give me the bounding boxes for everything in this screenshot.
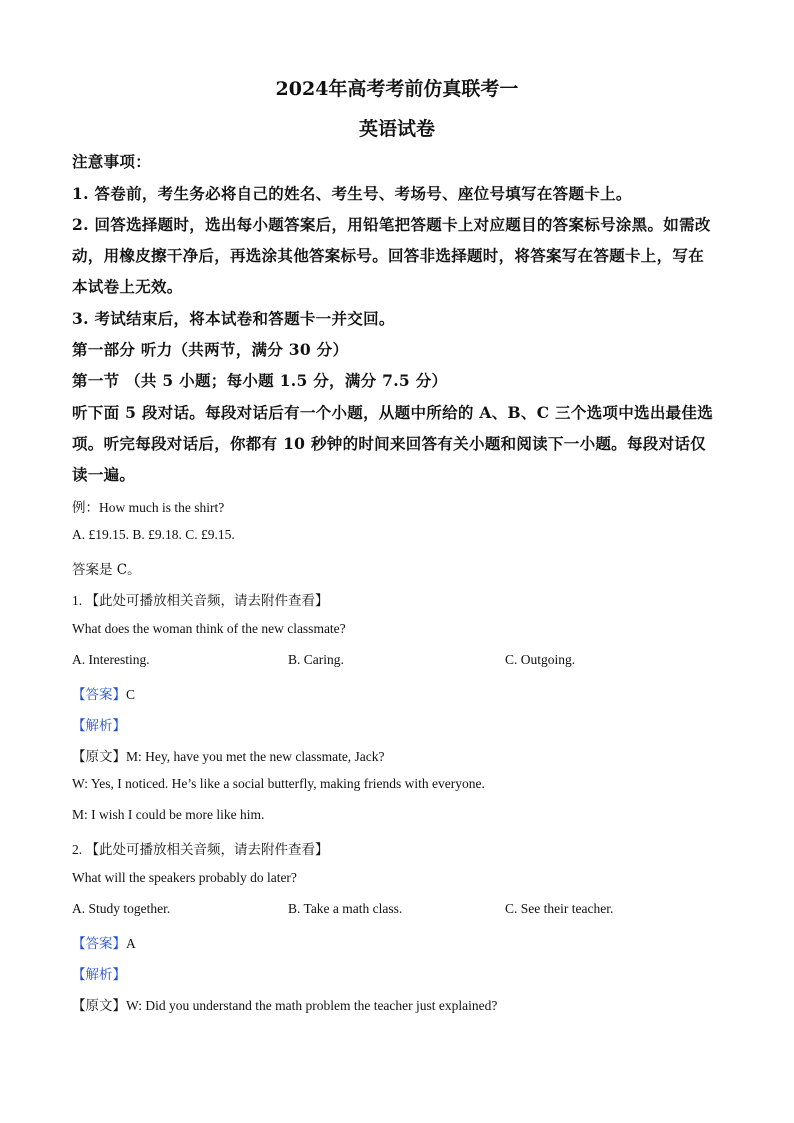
example-question [72,496,224,516]
question-2-transcript-1: 【原文】W: Did you understand the math problem the teacher just explained? [72,998,498,1014]
section1-heading: 第一节 （共 5 小题；每小题 1.5 分，满分 7.5 分） [72,371,448,390]
instructions-line-1: 听下面 5 段对话。每段对话后有一个小题，从题中所给的 A、B、C 三个选项中选出最佳选 [72,403,714,422]
audio-placeholder: 【此处可播放相关音频，请去附件查看】 [85,593,329,609]
analysis-label: 【解析】 [72,967,126,983]
question-2-number: 2. [72,842,83,857]
example-question-text: How much is the shirt? [99,500,225,515]
answer-value: C [126,687,136,702]
question-2-analysis [72,963,126,983]
question-2-text: What will the speakers probably do later? [72,870,297,885]
instructions-line-2: 项。听完每段对话后，你都有 10 秒钟的时间来回答有关小题和阅读下一小题。每段对话仅 [72,434,706,453]
note-item-3: 3. 考试结束后，将本试卷和答题卡一并交回。 [72,309,395,328]
notes-heading: 注意事项： [72,152,152,171]
exam-title: 2024年高考考前仿真联考一 [275,78,519,100]
question-1-transcript-2: W: Yes, I noticed. He’s like a social butterfly, making friends with everyone. [72,776,485,791]
question-1-transcript-1: 【原文】M: Hey, have you met the new classmate, Jack? [72,749,385,765]
note-item-1: 1. 答卷前，考生务必将自己的姓名、考生号、考场号、座位号填写在答题卡上。 [72,184,632,203]
example-tag: 例： [72,500,99,516]
question-1-audio [72,589,329,609]
question-1-text: What does the woman think of the new classmate? [72,621,346,636]
note-item-2-line-1: 2. 回答选择题时，选出每小题答案后，用铅笔把答题卡上对应题目的答案标号涂黑。如需改 [72,215,711,234]
question-2-option-a: A. Study together. [72,901,171,916]
question-1-number: 1. [72,593,83,608]
question-2-option-c: C. See their teacher. [505,901,614,916]
example-answer: 答案是 C。 [72,562,141,578]
original-label: 【原文】 [72,749,126,765]
audio-placeholder: 【此处可播放相关音频，请去附件查看】 [85,842,329,858]
exam-subtitle: 英语试卷 [358,118,435,140]
note-item-2-line-2: 动，用橡皮擦干净后，再选涂其他答案标号。回答非选择题时，将答案写在答题卡上，写在 [72,246,705,265]
note-item-2-line-3: 本试卷上无效。 [72,277,183,296]
instructions-line-3: 读一遍。 [72,465,136,484]
question-1-option-a: A. Interesting. [72,652,150,667]
question-1-analysis [72,714,126,734]
question-2-audio [72,838,329,858]
question-1-option-b: B. Caring. [288,652,344,667]
question-2-answer [72,932,136,952]
question-2-option-b: B. Take a math class. [288,901,403,916]
part1-heading: 第一部分 听力（共两节，满分 30 分） [72,340,349,359]
original-label: 【原文】 [72,998,126,1014]
question-1-answer [72,683,135,703]
answer-label: 【答案】 [72,936,126,952]
example-options: A. £19.15. B. £9.18. C. £9.15. [72,527,235,542]
answer-value: A [126,936,136,951]
question-1-option-c: C. Outgoing. [505,652,576,667]
answer-label: 【答案】 [72,687,126,703]
analysis-label: 【解析】 [72,718,126,734]
question-1-transcript-3: M: I wish I could be more like him. [72,807,265,822]
